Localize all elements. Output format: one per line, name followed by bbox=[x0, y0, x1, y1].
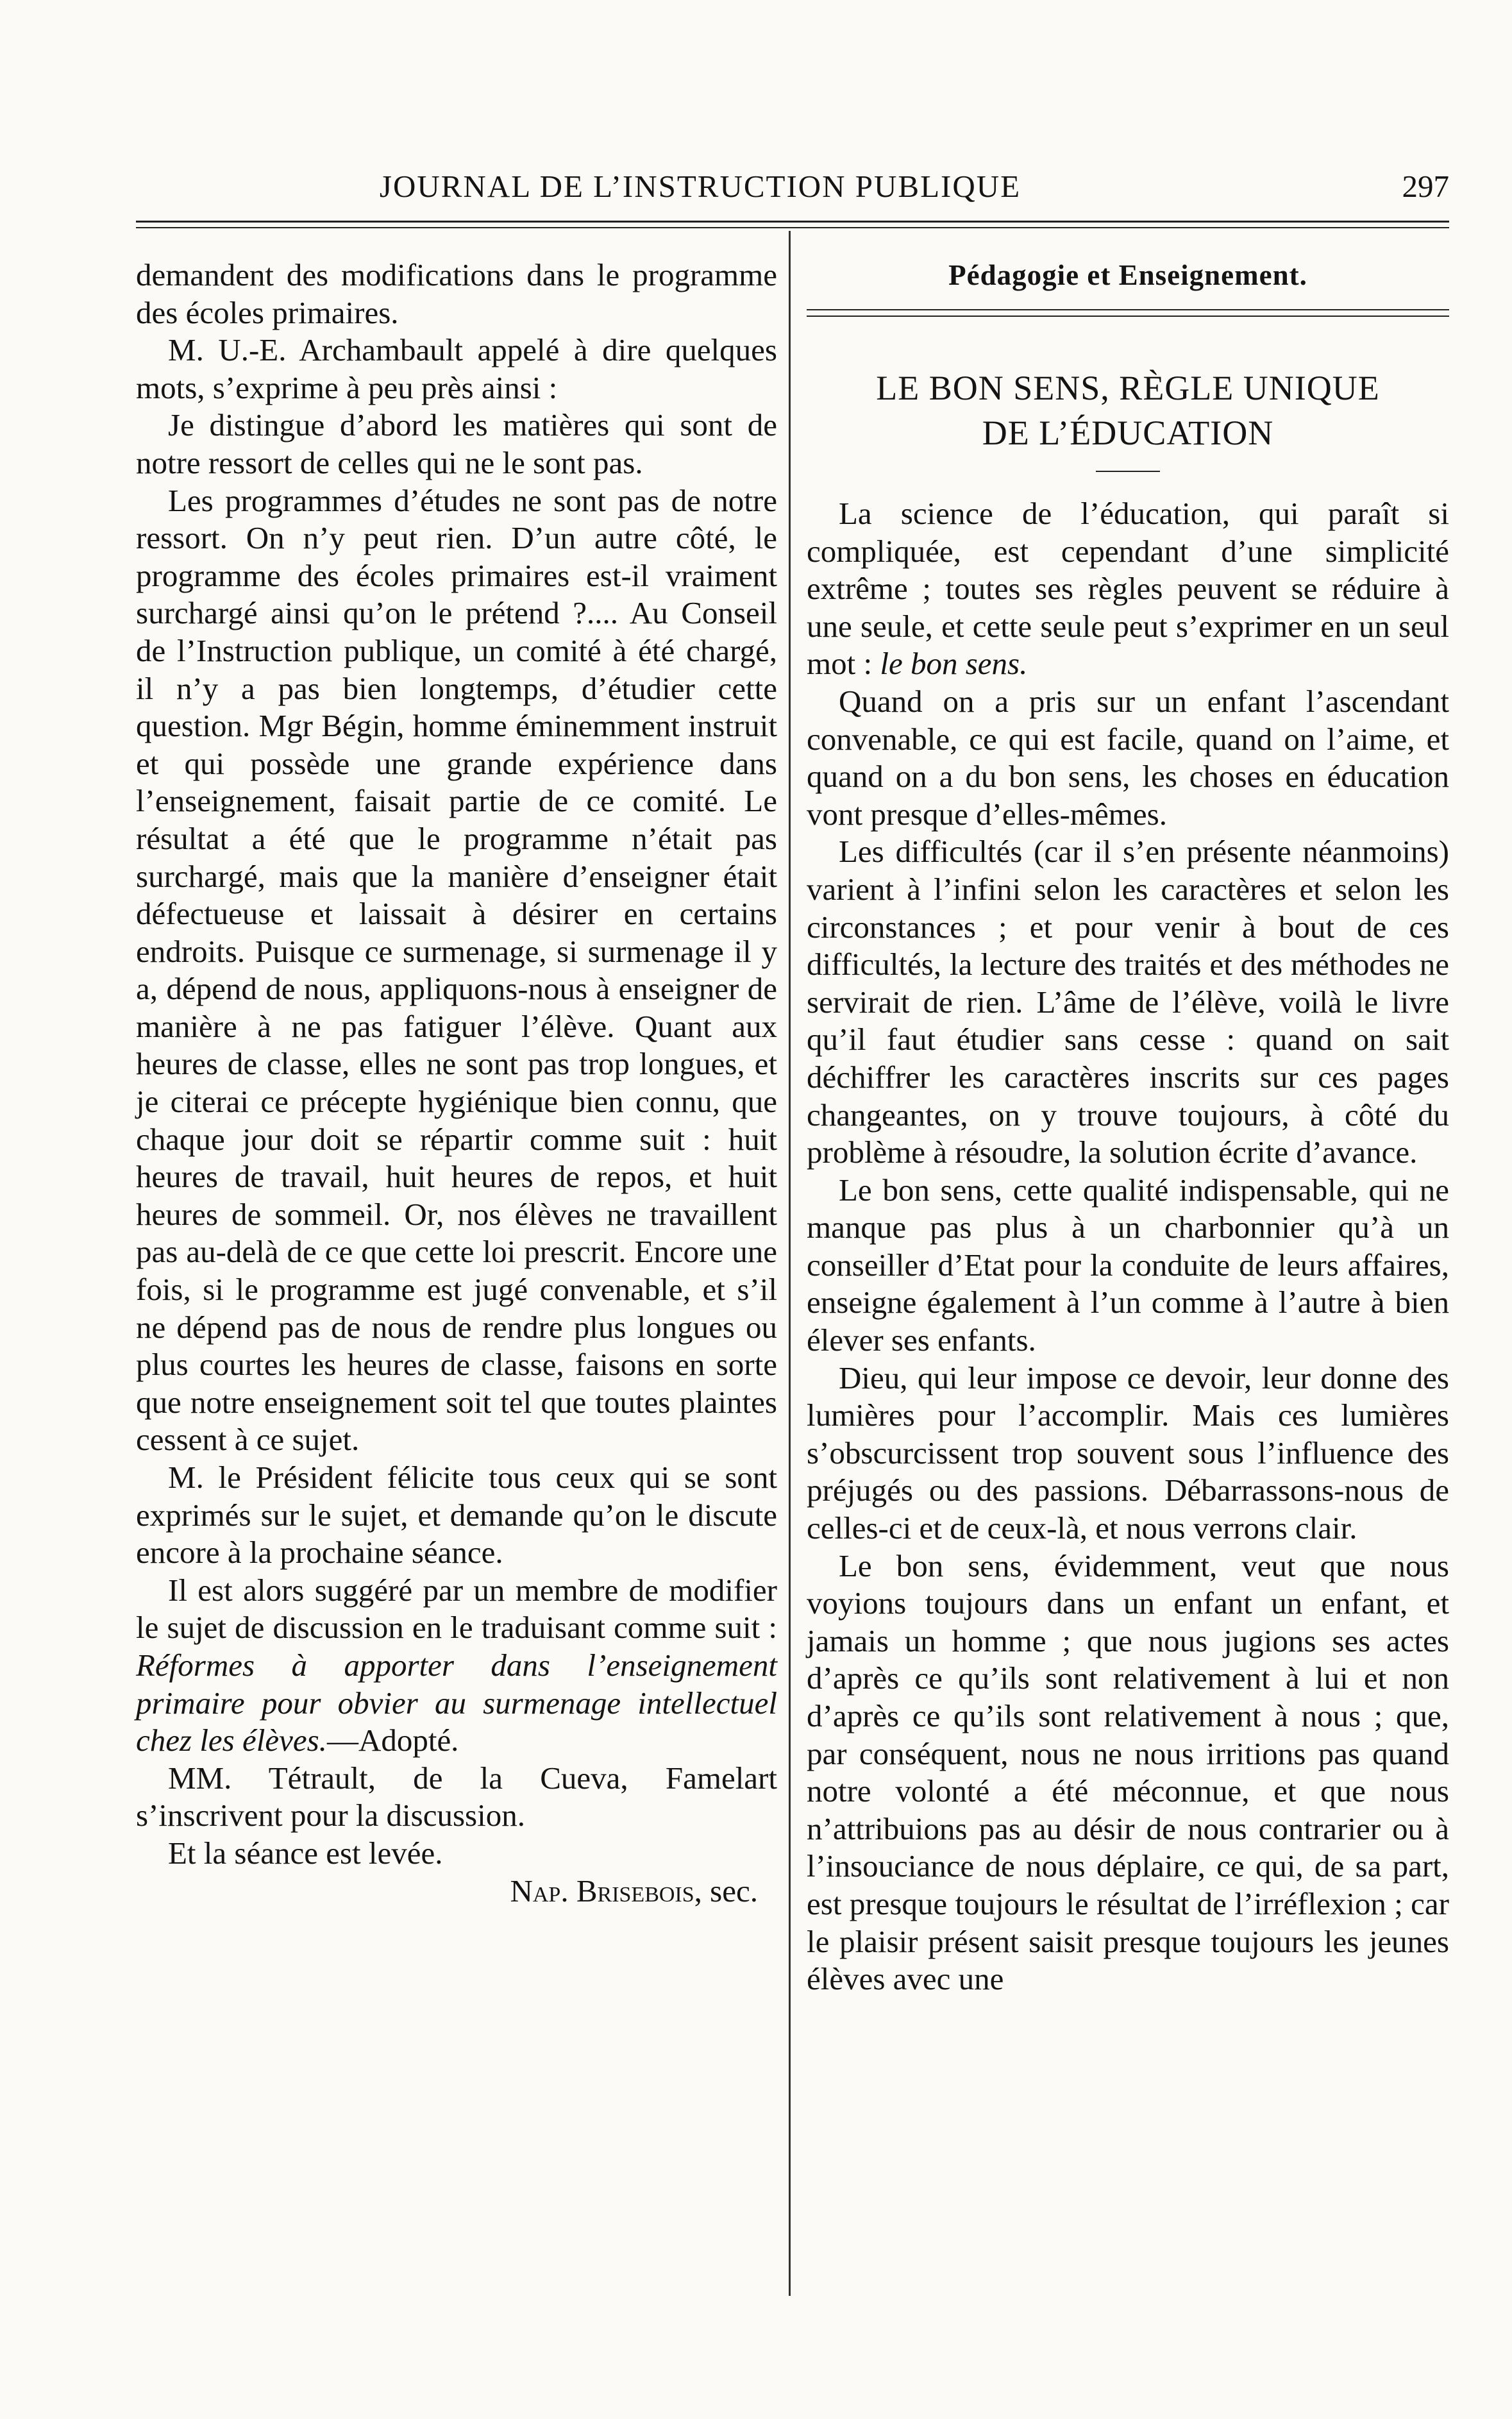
running-title: JOURNAL DE L’INSTRUCTION PUBLIQUE bbox=[379, 169, 1021, 204]
paragraph: M. U.-E. Archambault appelé à dire quelques mots, s’exprime à peu près ainsi : bbox=[136, 332, 777, 405]
paragraph: M. le Président félicite tous ceux qui se sont exprimés sur le sujet, et demande qu’on le discute encore à la prochaine séance. bbox=[136, 1460, 777, 1571]
paragraph: Dieu, qui leur impose ce devoir, leur donne des lumières pour l’accomplir. Mais ces lumières s’obscurcissent trop souvent sous l’influence des préjugés ou des passions. Débarrassons-nous de celles-ci et de ceux-là, et nous verrons clair. bbox=[807, 1360, 1449, 1546]
section-rule bbox=[807, 309, 1449, 310]
paragraph: Les difficultés (car il s’en présente néanmoins) varient à l’infini selon les caractères et selon les circonstances ; et pour venir à bout de ces difficultés, la lecture des traités et des méthodes ne servirait de rien. L’âme de l’élève, voilà le livre qu’il faut étudier sans cesse : quand on sait déchiffrer les caractères inscrits sur ces pages changeantes, on y trouve toujours, à côté du problème à résoudre, la solution écrite d’avance. bbox=[807, 834, 1449, 1170]
paragraph: Le bon sens, évidemment, veut que nous voyions toujours dans un enfant un enfant, et jamais un homme ; que nous jugions ses actes d’après ce qu’ils sont relativement à lui et non d’après ce qu’ils sont relativement à nous ; que, par conséquent, nous ne nous irritions pas quand notre volonté a été méconnue, et que nous n’attribuions pas au désir de nous contrarier ou à l’insouciance de nous déplaire, ce qui, de sa part, est presque toujours le résultat de l’irréflexion ; car le plaisir présent saisit presque toujours les jeunes élèves avec une bbox=[807, 1547, 1449, 1997]
signature bbox=[136, 1873, 777, 1910]
left-column bbox=[136, 257, 777, 1910]
header-rule-second bbox=[136, 227, 1449, 228]
signature-role: sec. bbox=[701, 1873, 758, 1909]
header-rule bbox=[136, 221, 1449, 223]
column-divider bbox=[789, 231, 791, 2296]
italic-resolution: Réformes à apporter dans l’enseignement primaire pour obvier au surmenage intellectuel chez les élèves. bbox=[136, 1647, 777, 1758]
paragraph: Le bon sens, cette qualité indispensable, qui ne manque pas plus à un charbonnier qu’à un conseiller d’Etat pour la conduite de leurs affaires, enseigne également à l’un comme à l’autre à bien élever ses enfants. bbox=[807, 1172, 1449, 1358]
paragraph-text: Il est alors suggéré par un membre de modifier le sujet de discussion en le traduisant comme suit : bbox=[136, 1572, 777, 1646]
paragraph: demandent des modifications dans le programme des écoles primaires. bbox=[136, 257, 777, 330]
section-label: Pédagogie et Enseignement. bbox=[948, 259, 1307, 291]
paragraph-text: La science de l’éducation, qui paraît si compliquée, est cependant d’une simplicité extrême ; toutes ses règles peuvent se réduire à une seule, et cette seule peut s’exprimer en un seul mot : bbox=[807, 496, 1449, 682]
paragraph-text: —Adopté. bbox=[326, 1723, 459, 1758]
paragraph bbox=[807, 495, 1449, 683]
italic-phrase: le bon sens. bbox=[880, 646, 1028, 682]
article-title bbox=[807, 366, 1449, 455]
right-column bbox=[807, 257, 1449, 1998]
signature-name: Nap. Brisebois, bbox=[510, 1873, 702, 1909]
paragraph: Les programmes d’études ne sont pas de notre ressort. On n’y peut rien. D’un autre côté, le programme des écoles primaires est-il vraiment surchargé ainsi qu’on le prétend ?.... Au Conseil de l’Instruction publique, un comité à été chargé, il n’y a pas bien longtemps, d’étudier cette question. Mgr Bégin, homme éminemment instruit et qui possède une grande expérience dans l’enseignement, faisait partie de ce comité. Le résultat a été que le programme n’était pas surchargé, mais que la manière d’enseigner était défectueuse et laissait à désirer en certains endroits. Puisque ce surmenage, si surmenage il y a, dépend de nous, appliquons-nous à enseigner de manière à ne pas fatiguer l’élève. Quant aux heures de classe, elles ne sont pas trop longues, et je citerai ce précepte hygiénique bien connu, que chaque jour doit se répartir comme suit : huit heures de travail, huit heures de repos, et huit heures de sommeil. Or, nos élèves ne travaillent pas au-delà de ce que cette loi prescrit. Encore une fois, si le programme est jugé convenable, et s’il ne dépend pas de nous de rendre plus longues ou plus courtes les heures de classe, faisons en sorte que notre enseignement soit tel que toutes plaintes cessent à ce sujet. bbox=[136, 482, 777, 1458]
running-head bbox=[136, 168, 1449, 209]
paragraph bbox=[136, 1572, 777, 1760]
title-separator bbox=[1096, 471, 1160, 472]
page-number: 297 bbox=[1402, 169, 1449, 204]
section-rule-second bbox=[807, 316, 1449, 317]
paragraph: Je distingue d’abord les matières qui sont de notre ressort de celles qui ne le sont pas. bbox=[136, 407, 777, 480]
article-title-line: LE BON SENS, RÈGLE UNIQUE bbox=[876, 369, 1380, 407]
paragraph: Quand on a pris sur un enfant l’ascendant convenable, ce qui est facile, quand on l’aime, et quand on a du bon sens, les choses en éducation vont presque d’elles-mêmes. bbox=[807, 683, 1449, 832]
paragraph: Et la séance est levée. bbox=[168, 1835, 443, 1871]
paragraph: MM. Tétrault, de la Cueva, Famelart s’inscrivent pour la discussion. bbox=[136, 1760, 777, 1833]
article-title-line: DE L’ÉDUCATION bbox=[982, 414, 1274, 452]
